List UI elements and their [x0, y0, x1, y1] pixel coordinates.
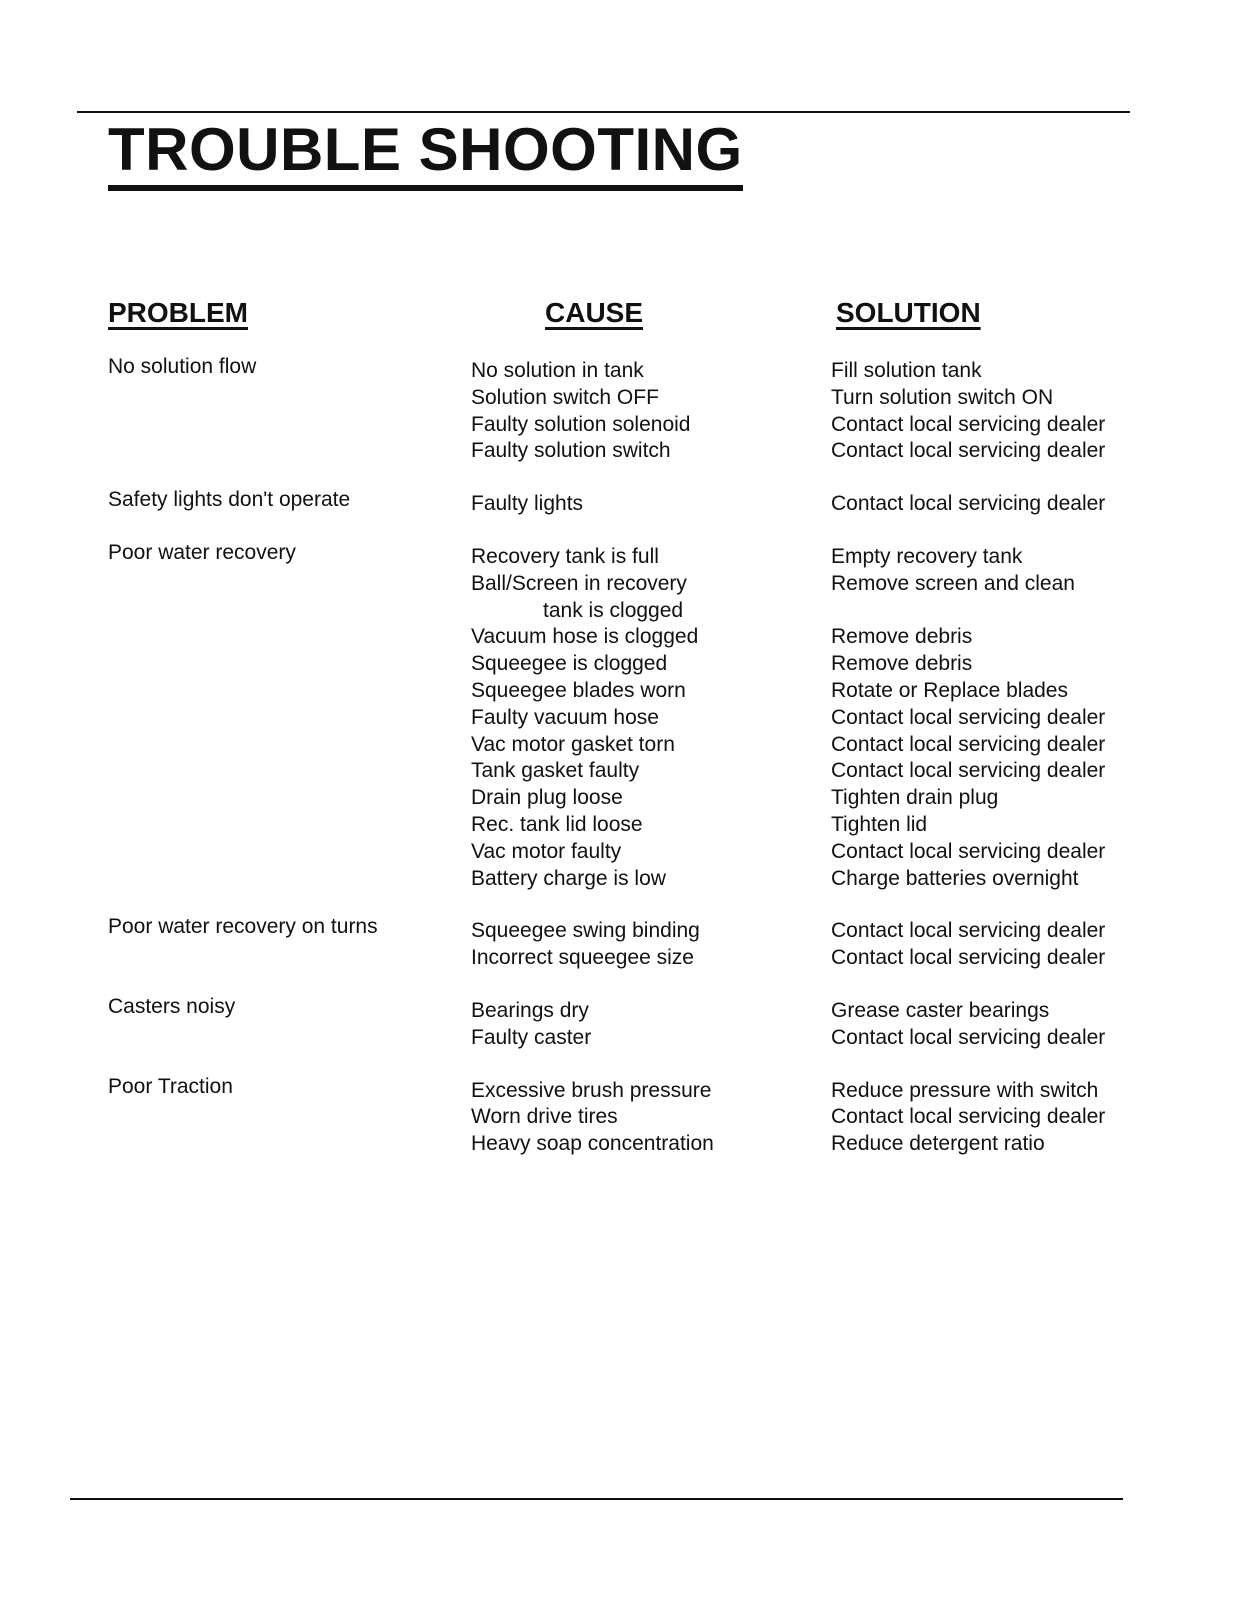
problem-cell: Safety lights don't operate	[108, 488, 351, 512]
solution-line: Turn solution switch ON	[831, 385, 1054, 409]
table-row	[0, 994, 1237, 1052]
solution-line: Tighten lid	[831, 812, 928, 836]
table-row	[0, 488, 1237, 518]
solution-line-blank	[831, 598, 1171, 625]
cause-line: Faulty solution solenoid	[471, 412, 691, 436]
solution-line: Empty recovery tank	[831, 544, 1023, 568]
solution-cell	[831, 918, 1171, 972]
solution-line: Contact local servicing dealer	[831, 492, 1106, 516]
cause-line: Solution switch OFF	[471, 385, 659, 409]
table-row	[0, 915, 1237, 972]
column-header-cause: CAUSE	[545, 297, 644, 328]
cause-line: Faulty vacuum hose	[471, 705, 659, 729]
cause-line: Ball/Screen in recovery	[471, 571, 687, 595]
cause-cell	[471, 544, 831, 892]
table-row	[0, 355, 1237, 465]
cause-cell	[471, 358, 831, 465]
cause-line: Faulty caster	[471, 1025, 592, 1049]
cause-line: Faulty solution switch	[471, 439, 671, 463]
solution-line: Contact local servicing dealer	[831, 705, 1106, 729]
table-row	[0, 1074, 1237, 1158]
solution-line: Rotate or Replace blades	[831, 678, 1068, 702]
solution-line: Contact local servicing dealer	[831, 759, 1106, 783]
solution-cell	[831, 491, 1171, 518]
problem-cell: Casters noisy	[108, 994, 236, 1018]
solution-cell	[831, 1078, 1171, 1158]
cause-line: Squeegee swing binding	[471, 919, 700, 943]
cause-line: Vacuum hose is clogged	[471, 625, 699, 649]
page-title: TROUBLE SHOOTING	[108, 118, 743, 191]
cause-line: No solution in tank	[471, 359, 644, 382]
problem-cell: Poor water recovery on turns	[108, 915, 378, 939]
solution-line: Contact local servicing dealer	[831, 1105, 1106, 1129]
solution-line: Remove screen and clean	[831, 571, 1075, 595]
column-header-problem: PROBLEM	[108, 297, 248, 328]
cause-cell	[471, 491, 831, 518]
solution-line: Tighten drain plug	[831, 786, 999, 810]
cause-line: Bearings dry	[471, 998, 589, 1022]
cause-line: Faulty lights	[471, 492, 584, 516]
cause-line: Tank gasket faulty	[471, 759, 640, 783]
top-rule	[77, 111, 1130, 113]
cause-line: Heavy soap concentration	[471, 1132, 714, 1156]
cause-line-continued: tank is clogged	[543, 598, 684, 622]
table-row	[0, 540, 1237, 892]
problem-cell: Poor Traction	[108, 1074, 233, 1098]
solution-line: Reduce pressure with switch	[831, 1078, 1099, 1102]
solution-line: Contact local servicing dealer	[831, 439, 1106, 463]
solution-cell	[831, 544, 1171, 892]
solution-line: Fill solution tank	[831, 359, 982, 382]
troubleshooting-table	[0, 355, 1237, 1184]
solution-line: Contact local servicing dealer	[831, 732, 1106, 756]
solution-line: Contact local servicing dealer	[831, 919, 1106, 943]
solution-line: Contact local servicing dealer	[831, 412, 1106, 436]
cause-cell	[471, 1078, 831, 1158]
cause-line: Excessive brush pressure	[471, 1078, 712, 1102]
solution-line: Contact local servicing dealer	[831, 1025, 1106, 1049]
cause-line: Drain plug loose	[471, 786, 623, 810]
cause-line: Squeegee blades worn	[471, 678, 686, 702]
cause-line: Recovery tank is full	[471, 544, 659, 568]
cause-line: Battery charge is low	[471, 866, 666, 890]
cause-line: Vac motor faulty	[471, 839, 622, 863]
solution-line: Contact local servicing dealer	[831, 839, 1106, 863]
cause-line: Vac motor gasket torn	[471, 732, 675, 756]
solution-cell	[831, 998, 1171, 1052]
cause-cell	[471, 918, 831, 972]
solution-line: Charge batteries overnight	[831, 866, 1079, 890]
cause-line: Incorrect squeegee size	[471, 946, 694, 970]
problem-cell: No solution flow	[108, 355, 257, 378]
bottom-rule	[70, 1498, 1123, 1500]
cause-line: Worn drive tires	[471, 1105, 618, 1129]
solution-line: Remove debris	[831, 652, 973, 676]
cause-line: Squeegee is clogged	[471, 652, 668, 676]
solution-line: Grease caster bearings	[831, 998, 1050, 1022]
solution-line: Reduce detergent ratio	[831, 1132, 1045, 1156]
problem-cell: Poor water recovery	[108, 540, 296, 564]
solution-line: Remove debris	[831, 625, 973, 649]
column-header-solution: SOLUTION	[836, 297, 981, 328]
solution-cell	[831, 358, 1171, 465]
solution-line: Contact local servicing dealer	[831, 946, 1106, 970]
cause-cell	[471, 998, 831, 1052]
cause-line: Rec. tank lid loose	[471, 812, 643, 836]
